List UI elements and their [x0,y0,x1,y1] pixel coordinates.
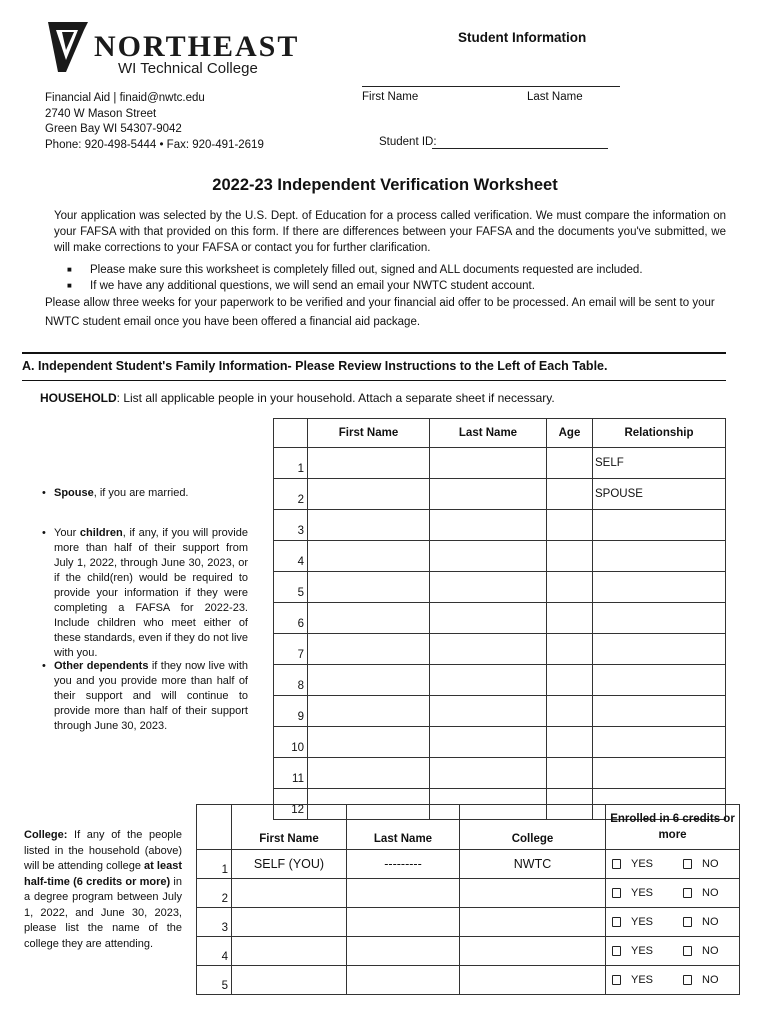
age-cell[interactable] [547,448,593,479]
section-divider [22,352,726,354]
yes-label: YES [631,945,654,957]
instruction-bullet: ■ If we have any additional questions, we will send an email your NWTC student account. [67,280,535,292]
relationship-cell[interactable] [593,665,726,696]
first-name-cell[interactable] [308,665,430,696]
no-checkbox[interactable] [683,859,692,869]
yes-checkbox[interactable] [612,975,621,985]
household-table [273,418,726,820]
relationship-cell[interactable] [593,572,726,603]
enrolled-choice [606,908,740,937]
contact-street: 2740 W Mason Street [45,107,157,120]
household-row [274,572,726,603]
contact-block [45,91,264,153]
last-name-cell[interactable] [430,541,547,572]
row-number: 3 [197,908,232,937]
row-number: 7 [274,634,308,665]
row-number: 8 [274,665,308,696]
relationship-cell[interactable] [593,541,726,572]
contact-city: Green Bay WI 54307-9042 [45,123,182,135]
student-info-title: Student Information [458,30,587,45]
row-number: 6 [274,603,308,634]
college-name-cell[interactable] [460,966,606,995]
row-number: 5 [197,966,232,995]
age-cell[interactable] [547,541,593,572]
household-row [274,758,726,789]
age-cell[interactable] [547,665,593,696]
no-label: NO [702,858,719,870]
first-name-cell[interactable] [308,572,430,603]
last-name-label: Last Name [527,91,583,103]
college-name-cell[interactable]: NWTC [460,850,606,879]
first-name-cell[interactable] [308,479,430,510]
first-name-cell[interactable] [308,510,430,541]
first-name-cell[interactable] [308,448,430,479]
college-last-name-cell[interactable] [347,908,460,937]
age-cell[interactable] [547,479,593,510]
college-name-header: College [460,805,606,850]
last-name-cell[interactable] [430,572,547,603]
relationship-cell[interactable] [593,634,726,665]
age-cell[interactable] [547,634,593,665]
northeast-logo-mark-icon [44,20,92,76]
instruction-bullet: ■ Please make sure this worksheet is completely filled out, signed and ALL documents requested are included. [67,264,643,276]
row-number: 1 [274,448,308,479]
last-name-cell[interactable] [430,510,547,541]
college-row [197,937,740,966]
row-number: 2 [197,879,232,908]
age-cell[interactable] [547,727,593,758]
children-note: • Your children, if any, if you will provide more than half of their support from July 1, 2022, through June 30, 2023, or if the child(ren) would be required to provide your information if they were completing a FAFSA for 2022-23. Include children who meet either of these standards, even if they do not live with you. [42,527,248,659]
bullet-icon: • [42,527,46,539]
no-label: NO [702,945,719,957]
last-name-cell[interactable] [430,758,547,789]
college-first-name-cell[interactable] [232,937,347,966]
section-a-title: A. Independent Student's Family Information- Please Review Instructions to the Left of Each Table. [22,359,608,373]
household-row [274,541,726,572]
age-cell[interactable] [547,696,593,727]
row-number: 11 [274,758,308,789]
bullet-icon: • [42,487,46,499]
student-name-field[interactable] [362,86,620,87]
row-number: 9 [274,696,308,727]
no-label: NO [702,974,719,986]
first-name-cell[interactable] [308,541,430,572]
last-name-header: Last Name [430,419,547,448]
household-row [274,634,726,665]
spouse-note: • Spouse, if you are married. [42,487,189,499]
last-name-cell[interactable] [430,696,547,727]
yes-label: YES [631,974,654,986]
college-last-name-cell[interactable]: --------- [347,850,460,879]
instruction-bullets [64,262,643,294]
relationship-cell[interactable] [593,696,726,727]
square-bullet-icon: ■ [67,281,72,290]
first-name-cell[interactable] [308,727,430,758]
relationship-cell[interactable] [593,603,726,634]
household-row [274,448,726,479]
row-number-header [197,805,232,850]
processing-time-note: Please allow three weeks for your paperwork to be verified and your financial aid offer to be processed. An email will be sent to your NWTC student email once you have been offered a financial aid package. [45,297,715,328]
no-label: NO [702,916,719,928]
college-first-name-cell[interactable]: SELF (YOU) [232,850,347,879]
college-instruction: College: If any of the people listed in the household (above) will be attending college at least half-time (6 credits or more) in a degree program between July 1, 2022, and June 30, 2023, please list the name of the college they are attending. [24,829,182,950]
no-label: NO [702,887,719,899]
household-row [274,603,726,634]
college-last-name-cell[interactable] [347,966,460,995]
first-name-cell[interactable] [308,634,430,665]
college-first-name-header: First Name [232,805,347,850]
row-number: 4 [274,541,308,572]
no-checkbox[interactable] [683,888,692,898]
college-first-name-cell[interactable] [232,908,347,937]
last-name-cell[interactable] [430,603,547,634]
yes-checkbox[interactable] [612,859,621,869]
college-first-name-cell[interactable] [232,966,347,995]
row-number: 1 [197,850,232,879]
yes-label: YES [631,887,654,899]
college-logo-subtitle: WI Technical College [118,60,258,77]
relationship-cell[interactable] [593,727,726,758]
college-last-name-header: Last Name [347,805,460,850]
yes-label: YES [631,858,654,870]
college-name-cell[interactable] [460,937,606,966]
enrolled-choice [606,966,740,995]
relationship-cell[interactable]: SPOUSE [593,479,726,510]
college-row [197,850,740,879]
no-checkbox[interactable] [683,946,692,956]
college-last-name-cell[interactable] [347,879,460,908]
page-title: 2022-23 Independent Verification Worksheet [212,176,558,194]
relationship-header: Relationship [593,419,726,448]
household-row [274,665,726,696]
age-cell[interactable] [547,758,593,789]
row-number: 5 [274,572,308,603]
row-number: 10 [274,727,308,758]
student-id-field[interactable] [432,148,608,149]
row-number: 3 [274,510,308,541]
enrolled-choice [606,937,740,966]
student-id-label: Student ID: [379,136,437,148]
no-checkbox[interactable] [683,917,692,927]
yes-checkbox[interactable] [612,917,621,927]
first-name-header: First Name [308,419,430,448]
household-row [274,727,726,758]
bullet-icon: • [42,660,46,672]
row-number: 12 [274,789,308,820]
row-number-header [274,419,308,448]
household-row [274,696,726,727]
square-bullet-icon: ■ [67,265,72,274]
contact-email: Financial Aid | finaid@nwtc.edu [45,92,205,104]
age-cell[interactable] [547,603,593,634]
college-last-name-cell[interactable] [347,937,460,966]
age-cell[interactable] [547,510,593,541]
other-dependents-note: • Other dependents if they now live with you and you provide more than half of their support and will continue to provide more than half of their support through June 30, 2023. [42,660,248,732]
last-name-cell[interactable] [430,727,547,758]
last-name-cell[interactable] [430,479,547,510]
last-name-cell[interactable] [430,448,547,479]
section-divider [22,380,726,381]
age-header: Age [547,419,593,448]
household-row [274,510,726,541]
enrolled-choice [606,879,740,908]
college-row [197,879,740,908]
first-name-cell[interactable] [308,696,430,727]
row-number: 4 [197,937,232,966]
contact-phone: Phone: 920-498-5444 • Fax: 920-491-2619 [45,138,264,151]
enrolled-choice [606,850,740,879]
yes-checkbox[interactable] [612,946,621,956]
relationship-cell[interactable]: SELF [593,448,726,479]
relationship-cell[interactable] [593,510,726,541]
relationship-cell[interactable] [593,758,726,789]
no-checkbox[interactable] [683,975,692,985]
yes-checkbox[interactable] [612,888,621,898]
first-name-cell[interactable] [308,603,430,634]
first-name-label: First Name [362,91,419,103]
college-row [197,908,740,937]
college-first-name-cell[interactable] [232,879,347,908]
last-name-cell[interactable] [430,665,547,696]
first-name-cell[interactable] [308,758,430,789]
college-name-cell[interactable] [460,879,606,908]
last-name-cell[interactable] [430,634,547,665]
yes-label: YES [631,916,654,928]
college-name-cell[interactable] [460,908,606,937]
college-logo-name: NORTHEAST [94,30,300,63]
household-row [274,479,726,510]
college-table [196,804,740,995]
household-instruction: HOUSEHOLD: List all applicable people in your household. Attach a separate sheet if necessary. [40,391,555,405]
age-cell[interactable] [547,572,593,603]
enrolled-header: Enrolled in 6 credits or more [606,805,740,850]
intro-paragraph: Your application was selected by the U.S. Dept. of Education for a process called verification. We must compare the information on your FAFSA with that provided on this form. If there are differences between your FAFSA and the documents you've submitted, we will make corrections to your FAFSA or contact you for further clarification. [54,210,726,254]
college-row [197,966,740,995]
row-number: 2 [274,479,308,510]
